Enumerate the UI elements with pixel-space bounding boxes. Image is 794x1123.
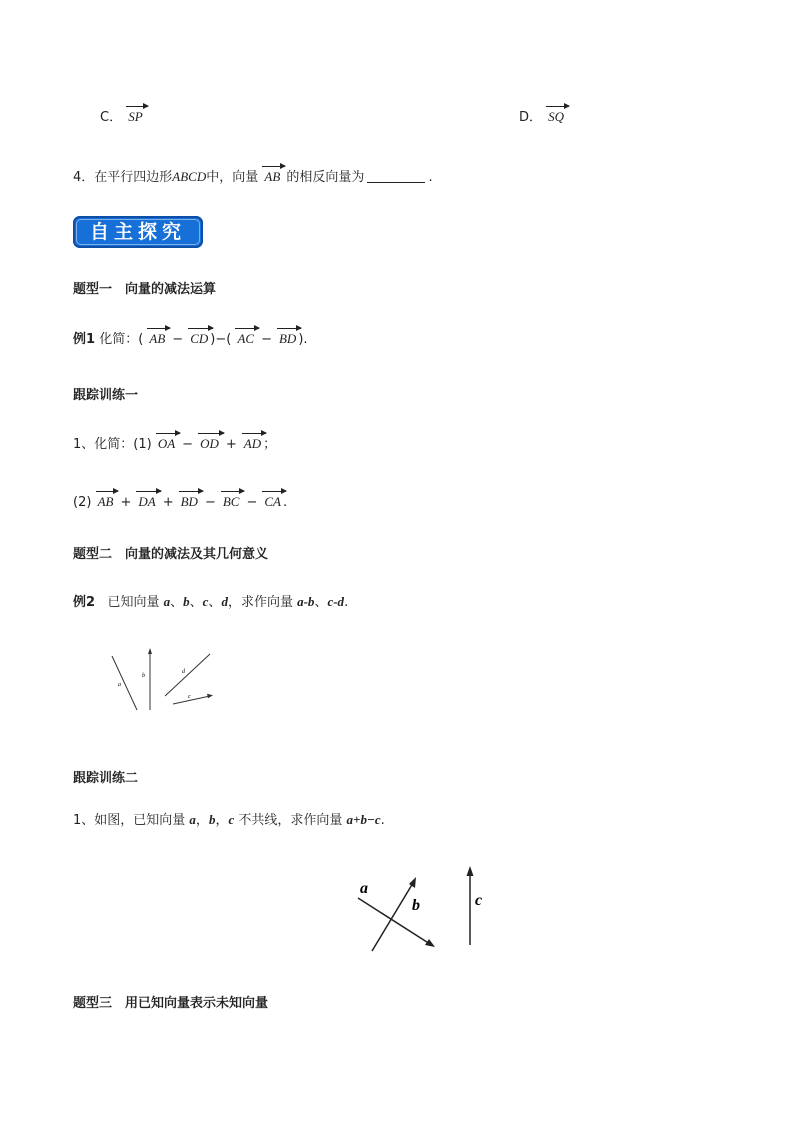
example-1 — [73, 328, 308, 347]
t2q1-mid: 不共线，求作向量 — [238, 813, 343, 828]
ex2-d: d — [221, 594, 228, 609]
t2q1-comma-1: ， — [195, 813, 209, 828]
example2-figure — [100, 640, 230, 720]
banner-border — [76, 219, 200, 245]
vector-c-line — [173, 696, 210, 704]
ex2-end: . — [344, 595, 349, 610]
ex2-text-a: 已知向量 — [107, 595, 160, 610]
ex2-sep-4: 、 — [314, 595, 328, 610]
vector-c-label: c — [188, 694, 191, 700]
vector-a-label: a — [118, 682, 121, 688]
t1q2-vec-ab: AB — [97, 494, 114, 509]
vector-c-arrowhead — [207, 694, 213, 699]
t2q1-comma-2: ， — [215, 813, 229, 828]
ex1-mid: )−( — [210, 332, 232, 347]
answer-blank[interactable] — [367, 170, 425, 183]
ex2-sep-2: 、 — [189, 595, 203, 610]
track1-title: 跟踪训练一 — [73, 388, 139, 403]
ex1-vec-ab: AB — [149, 331, 166, 346]
option-d-vector: SQ — [548, 109, 565, 124]
t2q1-prefix: 1、如图，已知向量 — [73, 813, 186, 828]
example-2 — [73, 591, 348, 610]
track2-figure — [350, 860, 500, 960]
q4-vector: AB — [264, 169, 281, 184]
ex2-sep-1: 、 — [170, 595, 184, 610]
ex1-vec-bd: BD — [278, 331, 297, 346]
track1-q2 — [73, 494, 287, 510]
t2q1-b: b — [208, 812, 216, 827]
ex2-c: c — [202, 594, 209, 609]
vector-b-line — [372, 883, 413, 951]
q4-mid: 中，向量 — [206, 170, 259, 185]
track2-q1 — [73, 809, 385, 828]
ex2-label: 例2 — [73, 595, 96, 610]
option-d-label: D． — [519, 110, 543, 125]
vector-c-label: c — [475, 892, 483, 909]
track1-q1 — [73, 433, 276, 452]
ex2-sep-3: 、 — [208, 595, 222, 610]
ex1-vec-ac: AC — [237, 331, 255, 346]
t2q1-c: c — [228, 812, 235, 827]
option-c-label: C． — [100, 110, 123, 125]
q4-shape: ABCD — [172, 169, 207, 184]
track2-title: 跟踪训练二 — [73, 771, 139, 786]
t1q1-op2: + — [225, 437, 237, 452]
vector-a-arrowhead — [425, 939, 435, 947]
type3-title: 题型三 用已知向量表示未知向量 — [73, 996, 269, 1011]
type1-title: 题型一 向量的减法运算 — [73, 282, 217, 297]
question-4 — [73, 166, 433, 185]
vector-b-label: b — [412, 897, 420, 914]
ex2-a: a — [163, 594, 171, 609]
t1q1-end: ； — [263, 437, 277, 452]
t1q1-prefix: 1、化简：(1) — [73, 437, 152, 452]
ex1-vec-cd: CD — [190, 331, 209, 346]
ex2-result-1: a-b — [297, 594, 315, 609]
ex1-minus-1: − — [172, 332, 184, 347]
type2-title: 题型二 向量的减法及其几何意义 — [73, 547, 269, 562]
t1q2-vec-ca: CA — [264, 494, 282, 509]
ex2-result-2: c-d — [327, 594, 345, 609]
ex1-text: 化简：( — [99, 332, 144, 347]
t1q2-vec-bd: BD — [180, 494, 198, 509]
t1q1-vec-oa: OA — [157, 436, 176, 451]
vector-a-line — [112, 656, 137, 710]
vector-b-label: b — [142, 673, 145, 679]
t2q1-expr: a+b−c — [346, 812, 381, 827]
vector-d-label: d — [182, 669, 185, 675]
option-c-vector: SP — [128, 109, 143, 124]
vector-b-arrowhead — [409, 877, 416, 888]
ex2-text-b: ，求作向量 — [227, 595, 293, 610]
ex1-end: ). — [298, 332, 308, 347]
vector-a-label: a — [360, 880, 368, 897]
t2q1-a: a — [189, 812, 196, 827]
t1q2-prefix: (2) — [73, 495, 92, 510]
q4-prefix: 4．在平行四边形 — [73, 170, 173, 185]
t1q2-vec-da: DA — [138, 494, 156, 509]
banner-text: 自主探究 — [89, 221, 186, 243]
ex1-minus-2: − — [261, 332, 272, 347]
t1q2-op3: − — [204, 495, 216, 510]
t1q2-vec-bc: BC — [222, 494, 240, 509]
ex1-label: 例1 — [73, 332, 96, 347]
section-banner — [73, 216, 203, 248]
t1q2-op4: − — [246, 495, 258, 510]
t1q2-op2: + — [162, 495, 174, 510]
option-c — [100, 106, 145, 125]
q4-end: . — [428, 170, 433, 185]
t2q1-end: . — [380, 813, 385, 828]
ex2-b: b — [183, 594, 190, 609]
t1q1-vec-ad: AD — [243, 436, 262, 451]
t1q1-op1: − — [182, 437, 194, 452]
vector-b-arrowhead — [148, 648, 152, 654]
q4-suffix: 的相反向量为 — [286, 170, 365, 185]
option-d — [519, 106, 566, 125]
vector-c-arrowhead — [467, 866, 474, 876]
t1q1-vec-od: OD — [200, 436, 219, 451]
t1q2-end: . — [283, 495, 288, 510]
t1q2-op1: + — [120, 495, 132, 510]
vector-d-line — [165, 654, 210, 696]
